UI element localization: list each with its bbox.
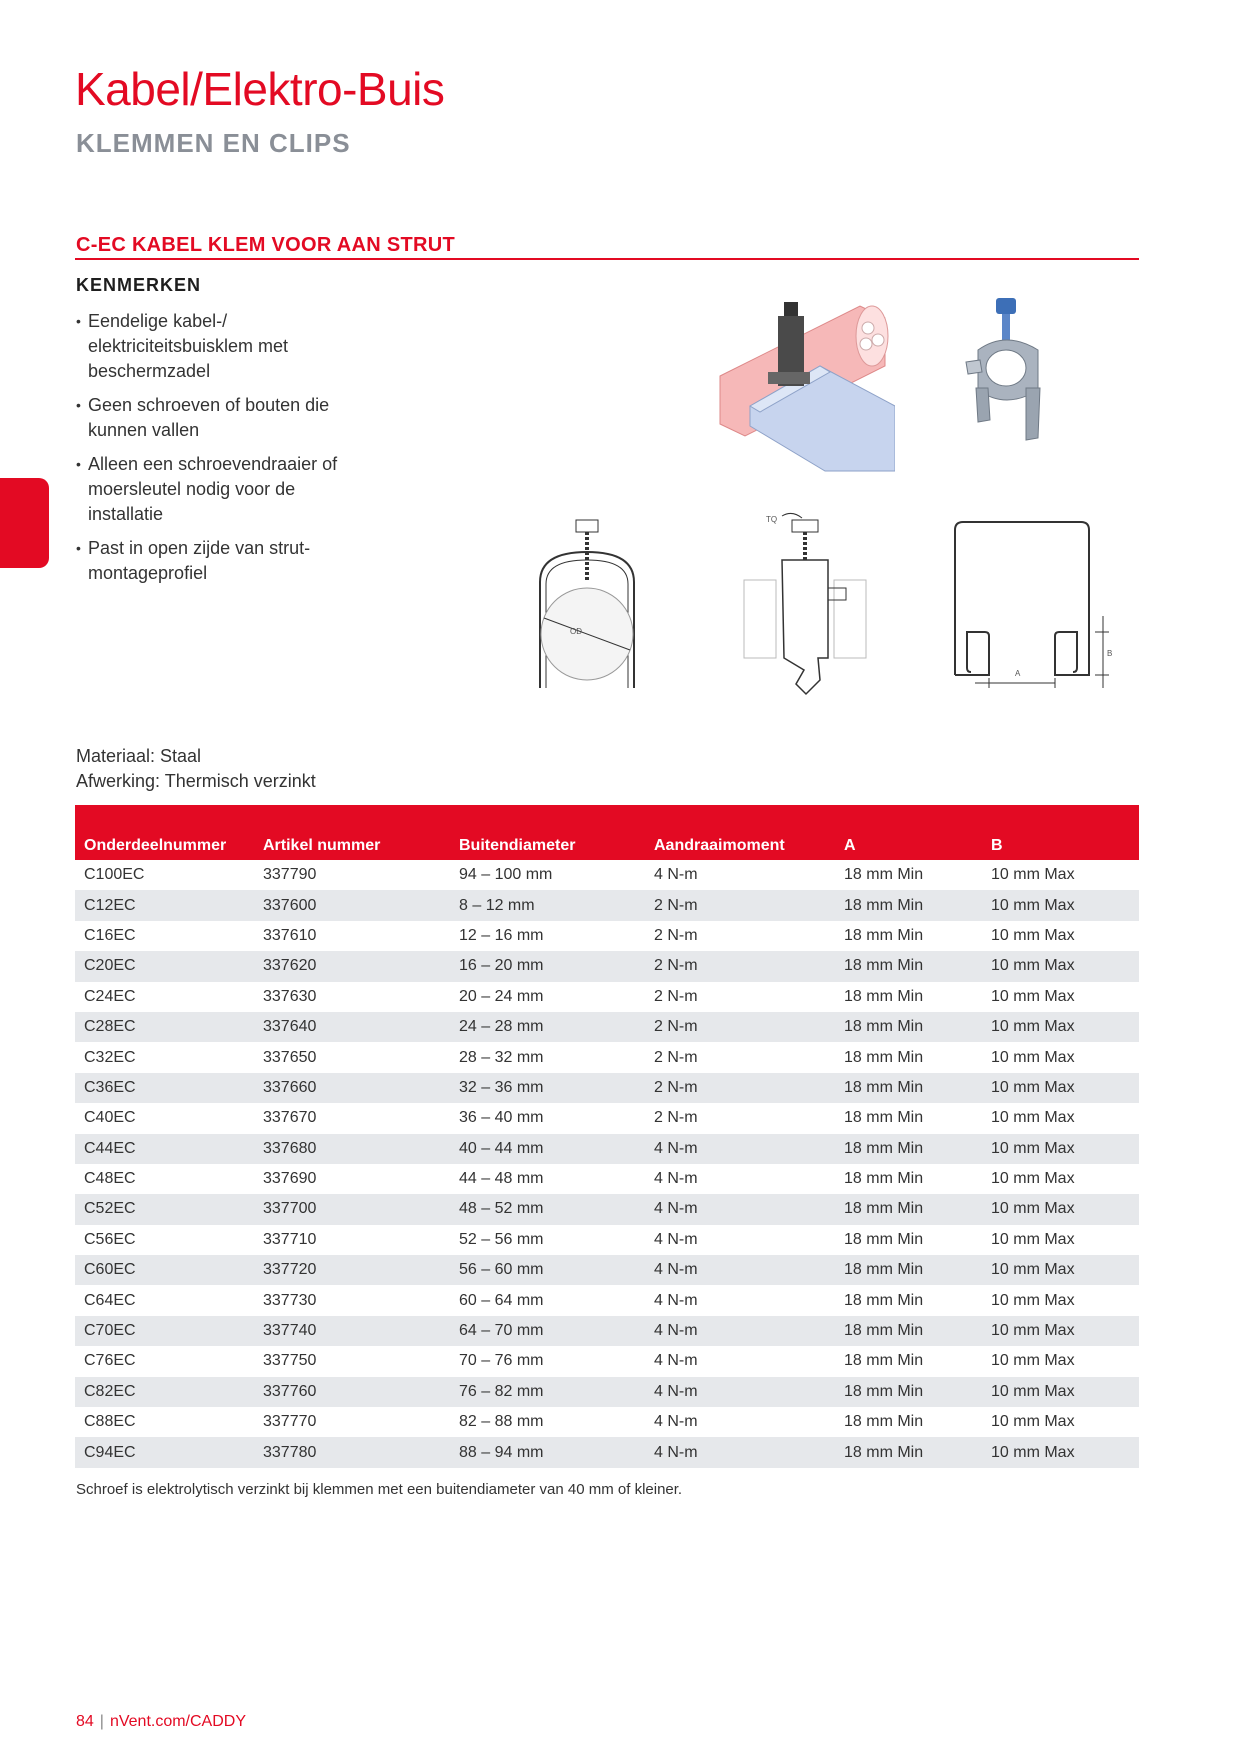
table-row — [75, 1042, 1139, 1072]
table-cell: 18 mm Min — [844, 926, 924, 944]
table-row — [75, 1437, 1139, 1467]
od-label: OD — [570, 627, 582, 636]
table-cell: 10 mm Max — [982, 1073, 1139, 1103]
table-cell: 337730 — [263, 1291, 317, 1309]
table-row — [75, 1285, 1139, 1315]
table-cell: 4 N-m — [654, 866, 698, 884]
table-cell: C24EC — [84, 987, 136, 1005]
table-cell: 4 N-m — [654, 1352, 698, 1370]
table-cell: 4 N-m — [645, 1377, 835, 1407]
features-heading: KENMERKEN — [76, 275, 202, 295]
table-cell: 4 N-m — [645, 1134, 835, 1164]
table-cell: 10 mm Max — [991, 926, 1075, 944]
table-cell: C60EC — [75, 1255, 254, 1285]
footer-url-link[interactable]: nVent.com/CADDY — [109, 1713, 247, 1730]
table-cell: 18 mm Min — [844, 1413, 924, 1431]
feature-item: • Alleen een schroevendraaier of moersleutel nodig voor de installatie — [76, 452, 366, 527]
table-cell: 56 – 60 mm — [450, 1255, 645, 1285]
table-row — [75, 1012, 1139, 1042]
clamp-od-drawing — [528, 512, 648, 692]
table-cell: 24 – 28 mm — [450, 1012, 645, 1042]
table-cell: 10 mm Max — [991, 866, 1075, 884]
table-cell: 18 mm Min — [844, 1291, 924, 1309]
table-cell: 10 mm Max — [991, 1230, 1075, 1248]
table-cell: 337750 — [263, 1352, 317, 1370]
table-cell: 337610 — [263, 926, 317, 944]
table-cell: C76EC — [84, 1352, 136, 1370]
table-cell: 4 N-m — [645, 1194, 835, 1224]
table-cell: 10 mm Max — [982, 1377, 1139, 1407]
table-row — [75, 1103, 1139, 1133]
table-cell: 2 N-m — [645, 890, 835, 920]
table-cell: 8 – 12 mm — [450, 890, 645, 920]
table-cell: 2 N-m — [654, 987, 698, 1005]
table-cell: C100EC — [84, 866, 145, 884]
table-cell: 18 mm Min — [844, 1048, 924, 1066]
table-cell: 10 mm Max — [982, 1134, 1139, 1164]
b-label: B — [1107, 649, 1113, 658]
table-row — [75, 1255, 1139, 1285]
table-cell: C70EC — [75, 1316, 254, 1346]
table-cell: 94 – 100 mm — [459, 866, 553, 884]
table-cell: C48EC — [84, 1170, 136, 1188]
table-cell: 4 N-m — [645, 1437, 835, 1467]
table-cell: 4 N-m — [645, 1316, 835, 1346]
table-cell: 18 mm Min — [835, 1377, 982, 1407]
table-cell: 337660 — [254, 1073, 450, 1103]
table-cell: 18 mm Min — [844, 1170, 924, 1188]
table-row — [75, 1164, 1139, 1194]
table-cell: 16 – 20 mm — [450, 951, 645, 981]
section-divider — [75, 258, 1139, 260]
page-title: Kabel/Elektro-Buis — [75, 63, 445, 115]
table-row — [75, 1316, 1139, 1346]
specs-table — [75, 805, 1139, 1468]
table-cell: 32 – 36 mm — [450, 1073, 645, 1103]
table-cell: 337740 — [254, 1316, 450, 1346]
table-cell: 18 mm Min — [835, 1316, 982, 1346]
tq-label: TQ — [766, 515, 778, 524]
page-footer — [76, 1713, 246, 1731]
table-cell: 64 – 70 mm — [450, 1316, 645, 1346]
table-cell: 18 mm Min — [844, 1109, 924, 1127]
table-cell: 10 mm Max — [991, 987, 1075, 1005]
col-header-a: A — [835, 805, 982, 860]
feature-item: • Eendelige kabel-/ elektriciteitsbuisklem met beschermzadel — [76, 309, 366, 384]
features-list — [76, 309, 366, 595]
table-cell: 10 mm Max — [991, 1291, 1075, 1309]
table-cell: 4 N-m — [654, 1413, 698, 1431]
table-row — [75, 1346, 1139, 1376]
table-cell: 337670 — [263, 1109, 317, 1127]
table-cell: 337790 — [263, 866, 317, 884]
table-cell: 337650 — [263, 1048, 317, 1066]
table-cell: C56EC — [84, 1230, 136, 1248]
table-cell: 18 mm Min — [835, 1012, 982, 1042]
table-row — [75, 1225, 1139, 1255]
table-row — [75, 951, 1139, 981]
page-number: 84 — [76, 1713, 94, 1730]
table-cell: 18 mm Min — [835, 1073, 982, 1103]
table-cell: 2 N-m — [654, 926, 698, 944]
table-body — [75, 860, 1139, 1468]
table-row — [75, 890, 1139, 920]
clamp-product-image — [960, 290, 1070, 460]
a-label: A — [1015, 669, 1021, 678]
table-cell: 18 mm Min — [844, 1230, 924, 1248]
table-row — [75, 1377, 1139, 1407]
table-cell: 337600 — [254, 890, 450, 920]
table-cell: C44EC — [75, 1134, 254, 1164]
table-cell: 28 – 32 mm — [459, 1048, 544, 1066]
table-cell: 10 mm Max — [991, 1048, 1075, 1066]
col-header-article-number: Artikel nummer — [254, 805, 450, 860]
table-cell: 337770 — [263, 1413, 317, 1431]
table-cell: 337720 — [254, 1255, 450, 1285]
feature-item: • Past in open zijde van strut-montageprofiel — [76, 536, 366, 586]
table-cell: 44 – 48 mm — [459, 1170, 544, 1188]
col-header-torque: Aandraaimoment — [645, 805, 835, 860]
table-cell: 337640 — [254, 1012, 450, 1042]
side-tab-marker — [0, 478, 49, 568]
table-cell: 2 N-m — [654, 1109, 698, 1127]
material-info — [76, 744, 316, 794]
footer-separator: | — [99, 1713, 104, 1730]
table-cell: 337780 — [254, 1437, 450, 1467]
table-cell: 18 mm Min — [844, 866, 924, 884]
table-row — [75, 921, 1139, 951]
table-cell: 337760 — [254, 1377, 450, 1407]
page-subtitle: KLEMMEN EN CLIPS — [76, 128, 351, 158]
table-cell: 2 N-m — [645, 1012, 835, 1042]
table-cell: 2 N-m — [645, 1073, 835, 1103]
table-cell: 88 – 94 mm — [450, 1437, 645, 1467]
table-cell: C32EC — [84, 1048, 136, 1066]
table-header-row — [75, 805, 1139, 860]
table-cell: 337700 — [254, 1194, 450, 1224]
table-cell: 52 – 56 mm — [459, 1230, 544, 1248]
col-header-outer-diameter: Buitendiameter — [450, 805, 645, 860]
table-cell: 48 – 52 mm — [450, 1194, 645, 1224]
table-cell: 12 – 16 mm — [459, 926, 544, 944]
table-cell: 40 – 44 mm — [450, 1134, 645, 1164]
table-cell: 36 – 40 mm — [459, 1109, 544, 1127]
table-cell: 10 mm Max — [991, 1170, 1075, 1188]
strut-profile-drawing — [935, 518, 1125, 688]
table-row — [75, 860, 1139, 890]
table-cell: 10 mm Max — [982, 1194, 1139, 1224]
table-cell: 18 mm Min — [844, 987, 924, 1005]
table-cell: 20 – 24 mm — [459, 987, 544, 1005]
table-row — [75, 1407, 1139, 1437]
col-header-b: B — [982, 805, 1139, 860]
table-cell: C94EC — [75, 1437, 254, 1467]
table-cell: 4 N-m — [654, 1291, 698, 1309]
table-cell: 18 mm Min — [835, 951, 982, 981]
table-row — [75, 982, 1139, 1012]
table-cell: 337680 — [254, 1134, 450, 1164]
table-cell: 18 mm Min — [835, 890, 982, 920]
table-cell: C36EC — [75, 1073, 254, 1103]
installed-clamp-illustration — [710, 296, 895, 476]
table-cell: 76 – 82 mm — [450, 1377, 645, 1407]
table-cell: C12EC — [75, 890, 254, 920]
table-cell: 60 – 64 mm — [459, 1291, 544, 1309]
clamp-side-drawing — [740, 508, 870, 698]
table-cell: C20EC — [75, 951, 254, 981]
table-row — [75, 1134, 1139, 1164]
table-cell: 10 mm Max — [982, 951, 1139, 981]
table-cell: 337690 — [263, 1170, 317, 1188]
section-title: C-EC KABEL KLEM VOOR AAN STRUT — [76, 234, 455, 256]
table-cell: 70 – 76 mm — [459, 1352, 544, 1370]
table-cell: 10 mm Max — [982, 1437, 1139, 1467]
table-cell: C64EC — [84, 1291, 136, 1309]
table-cell: 4 N-m — [654, 1230, 698, 1248]
table-cell: C40EC — [84, 1109, 136, 1127]
table-cell: 2 N-m — [654, 1048, 698, 1066]
footnote: Schroef is elektrolytisch verzinkt bij klemmen met een buitendiameter van 40 mm of kleiner. — [76, 1481, 683, 1498]
table-cell: 18 mm Min — [835, 1194, 982, 1224]
finish-line: Afwerking: Thermisch verzinkt — [76, 771, 316, 791]
table-cell: C88EC — [84, 1413, 136, 1431]
table-cell: 4 N-m — [645, 1255, 835, 1285]
table-cell: 18 mm Min — [835, 1134, 982, 1164]
table-cell: 10 mm Max — [982, 1316, 1139, 1346]
table-cell: 10 mm Max — [991, 1109, 1075, 1127]
table-cell: C16EC — [84, 926, 136, 944]
table-row — [75, 1073, 1139, 1103]
feature-item: • Geen schroeven of bouten die kunnen vallen — [76, 393, 366, 443]
table-cell: C82EC — [75, 1377, 254, 1407]
table-cell: 2 N-m — [645, 951, 835, 981]
col-header-part-number: Onderdeelnummer — [75, 805, 254, 860]
table-cell: C28EC — [75, 1012, 254, 1042]
table-cell: 10 mm Max — [982, 1012, 1139, 1042]
table-cell: 337630 — [263, 987, 317, 1005]
table-cell: 10 mm Max — [991, 1352, 1075, 1370]
table-cell: 10 mm Max — [982, 890, 1139, 920]
table-cell: 18 mm Min — [835, 1255, 982, 1285]
table-cell: C52EC — [75, 1194, 254, 1224]
material-line: Materiaal: Staal — [76, 746, 202, 766]
table-cell: 10 mm Max — [982, 1255, 1139, 1285]
table-cell: 10 mm Max — [991, 1413, 1075, 1431]
table-cell: 82 – 88 mm — [459, 1413, 544, 1431]
table-cell: 4 N-m — [654, 1170, 698, 1188]
table-cell: 337710 — [263, 1230, 317, 1248]
table-cell: 18 mm Min — [844, 1352, 924, 1370]
table-cell: 18 mm Min — [835, 1437, 982, 1467]
table-cell: 337620 — [254, 951, 450, 981]
table-row — [75, 1194, 1139, 1224]
